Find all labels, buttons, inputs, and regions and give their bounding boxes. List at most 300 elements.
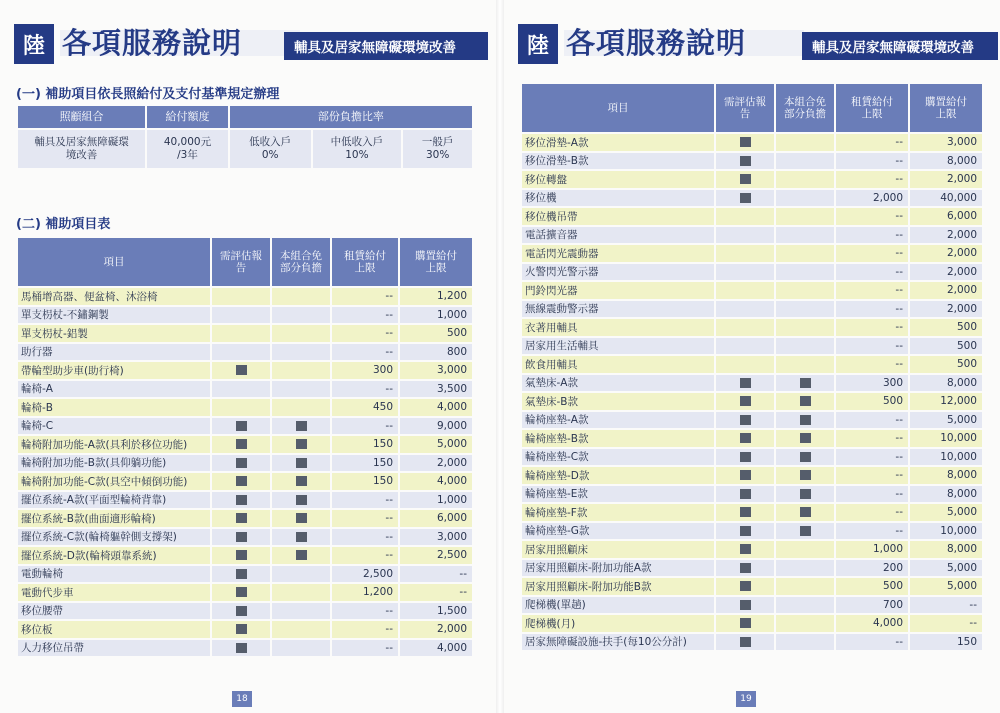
item-name-cell: 移位機 bbox=[522, 190, 714, 207]
check-mark-icon bbox=[236, 624, 247, 634]
subsidy-items-table bbox=[16, 236, 474, 658]
section-heading-basis: (一) 補助項目依長照給付及支付基準規定辦理 bbox=[16, 87, 280, 102]
item-name-cell: 擺位系統-A款(平面型輪椅背靠) bbox=[18, 492, 210, 509]
eval-report-cell bbox=[716, 486, 774, 503]
table-row bbox=[18, 473, 472, 490]
eval-report-cell bbox=[212, 547, 270, 564]
check-mark-icon bbox=[740, 507, 751, 517]
basis-row-amount: 40,000元 /3年 bbox=[147, 130, 228, 168]
check-mark-icon bbox=[800, 396, 811, 406]
check-mark-icon bbox=[236, 550, 247, 560]
eval-report-cell bbox=[716, 615, 774, 632]
exempt-cell bbox=[272, 307, 330, 324]
table-row bbox=[522, 171, 982, 188]
exempt-cell bbox=[272, 455, 330, 472]
exempt-cell bbox=[776, 190, 834, 207]
header-buy-limit: 購置給付上限 bbox=[910, 84, 982, 132]
table-row bbox=[18, 436, 472, 453]
rent-limit-cell: -- bbox=[836, 338, 908, 355]
exempt-cell bbox=[776, 375, 834, 392]
exempt-cell bbox=[272, 473, 330, 490]
item-name-cell: 輪椅附加功能-C款(具空中傾倒功能) bbox=[18, 473, 210, 490]
rent-limit-cell: -- bbox=[332, 325, 398, 342]
table-row bbox=[18, 529, 472, 546]
buy-limit-cell: 2,000 bbox=[910, 171, 982, 188]
eval-report-cell bbox=[212, 307, 270, 324]
eval-report-cell bbox=[716, 301, 774, 318]
basis-header-amount: 給付額度 bbox=[147, 106, 228, 128]
buy-limit-cell: 10,000 bbox=[910, 449, 982, 466]
check-mark-icon bbox=[236, 421, 247, 431]
exempt-cell bbox=[272, 325, 330, 342]
check-mark-icon bbox=[236, 532, 247, 542]
item-name-cell: 移位機吊帶 bbox=[522, 208, 714, 225]
table-row bbox=[18, 344, 472, 361]
table-row bbox=[522, 208, 982, 225]
eval-report-cell bbox=[212, 510, 270, 527]
item-name-cell: 移位板 bbox=[18, 621, 210, 638]
item-name-cell: 氣墊床-A款 bbox=[522, 375, 714, 392]
rent-limit-cell: 450 bbox=[332, 399, 398, 416]
table-row bbox=[522, 245, 982, 262]
rent-limit-cell: -- bbox=[332, 344, 398, 361]
table-row bbox=[522, 319, 982, 336]
eval-report-cell bbox=[212, 640, 270, 657]
table-row bbox=[18, 584, 472, 601]
chapter-badge: 陸 bbox=[14, 24, 54, 64]
check-mark-icon bbox=[800, 378, 811, 388]
eval-report-cell bbox=[716, 319, 774, 336]
exempt-cell bbox=[272, 344, 330, 361]
check-mark-icon bbox=[740, 452, 751, 462]
rent-limit-cell: -- bbox=[332, 307, 398, 324]
buy-limit-cell: 500 bbox=[910, 338, 982, 355]
table-row bbox=[522, 264, 982, 281]
check-mark-icon bbox=[740, 581, 751, 591]
buy-limit-cell: 8,000 bbox=[910, 486, 982, 503]
exempt-cell bbox=[776, 523, 834, 540]
buy-limit-cell: 6,000 bbox=[910, 208, 982, 225]
buy-limit-cell: 8,000 bbox=[910, 153, 982, 170]
page-subtitle: 輔具及居家無障礙環境改善 bbox=[284, 32, 488, 60]
table-row bbox=[522, 134, 982, 151]
page-title: 各項服務說明 bbox=[566, 26, 747, 60]
check-mark-icon bbox=[800, 526, 811, 536]
rent-limit-cell: -- bbox=[836, 356, 908, 373]
exempt-cell bbox=[272, 399, 330, 416]
rent-limit-cell: 2,000 bbox=[836, 190, 908, 207]
page-number: 18 bbox=[232, 691, 252, 707]
exempt-cell bbox=[776, 171, 834, 188]
eval-report-cell bbox=[716, 245, 774, 262]
rent-limit-cell: 1,200 bbox=[332, 584, 398, 601]
table-row bbox=[522, 153, 982, 170]
item-name-cell: 輪椅-C bbox=[18, 418, 210, 435]
item-name-cell: 人力移位吊帶 bbox=[18, 640, 210, 657]
item-name-cell: 擺位系統-B款(曲面適形輪椅) bbox=[18, 510, 210, 527]
rent-limit-cell: -- bbox=[332, 640, 398, 657]
exempt-cell bbox=[776, 412, 834, 429]
rent-limit-cell: -- bbox=[332, 529, 398, 546]
rent-limit-cell: -- bbox=[332, 492, 398, 509]
check-mark-icon bbox=[296, 476, 307, 486]
rent-limit-cell: -- bbox=[332, 547, 398, 564]
exempt-cell bbox=[272, 381, 330, 398]
buy-limit-cell: 1,500 bbox=[400, 603, 472, 620]
buy-limit-cell: 9,000 bbox=[400, 418, 472, 435]
rent-limit-cell: -- bbox=[836, 208, 908, 225]
buy-limit-cell: 4,000 bbox=[400, 473, 472, 490]
check-mark-icon bbox=[236, 569, 247, 579]
eval-report-cell bbox=[716, 190, 774, 207]
check-mark-icon bbox=[740, 174, 751, 184]
rent-limit-cell: -- bbox=[836, 245, 908, 262]
rent-limit-cell: 500 bbox=[836, 578, 908, 595]
rent-limit-cell: -- bbox=[836, 412, 908, 429]
check-mark-icon bbox=[236, 476, 247, 486]
table-row bbox=[522, 523, 982, 540]
check-mark-icon bbox=[800, 452, 811, 462]
eval-report-cell bbox=[212, 492, 270, 509]
check-mark-icon bbox=[236, 365, 247, 375]
exempt-cell bbox=[776, 393, 834, 410]
buy-limit-cell: 2,000 bbox=[400, 455, 472, 472]
item-name-cell: 門鈴閃光器 bbox=[522, 282, 714, 299]
buy-limit-cell: 500 bbox=[910, 356, 982, 373]
table-row bbox=[18, 547, 472, 564]
exempt-cell bbox=[776, 301, 834, 318]
table-row bbox=[522, 504, 982, 521]
basis-group-cell bbox=[403, 130, 472, 168]
exempt-cell bbox=[272, 584, 330, 601]
exempt-cell bbox=[776, 541, 834, 558]
buy-limit-cell: 150 bbox=[910, 634, 982, 651]
rent-limit-cell: 2,500 bbox=[332, 566, 398, 583]
eval-report-cell bbox=[716, 171, 774, 188]
basis-row-label: 輔具及居家無障礙環境改善 bbox=[18, 130, 145, 168]
item-name-cell: 輪椅座墊-E款 bbox=[522, 486, 714, 503]
buy-limit-cell: 500 bbox=[910, 319, 982, 336]
check-mark-icon bbox=[236, 643, 247, 653]
header-rent-limit: 租賃給付上限 bbox=[332, 238, 398, 286]
buy-limit-cell: 6,000 bbox=[400, 510, 472, 527]
exempt-cell bbox=[776, 430, 834, 447]
eval-report-cell bbox=[212, 436, 270, 453]
exempt-cell bbox=[776, 486, 834, 503]
subsidy-items-table bbox=[520, 82, 984, 652]
eval-report-cell bbox=[716, 393, 774, 410]
header-eval-report: 需評估報告 bbox=[716, 84, 774, 132]
buy-limit-cell: 40,000 bbox=[910, 190, 982, 207]
check-mark-icon bbox=[740, 378, 751, 388]
exempt-cell bbox=[776, 208, 834, 225]
header-rent-limit: 租賃給付上限 bbox=[836, 84, 908, 132]
rent-limit-cell: -- bbox=[836, 430, 908, 447]
exempt-cell bbox=[776, 338, 834, 355]
buy-limit-cell: 4,000 bbox=[400, 640, 472, 657]
eval-report-cell bbox=[716, 338, 774, 355]
rent-limit-cell: 300 bbox=[836, 375, 908, 392]
buy-limit-cell: 10,000 bbox=[910, 430, 982, 447]
item-name-cell: 輪椅附加功能-B款(具仰躺功能) bbox=[18, 455, 210, 472]
rent-limit-cell: 150 bbox=[332, 473, 398, 490]
rent-limit-cell: -- bbox=[332, 381, 398, 398]
buy-limit-cell: 1,200 bbox=[400, 288, 472, 305]
item-name-cell: 電話閃光震動器 bbox=[522, 245, 714, 262]
table-row bbox=[18, 603, 472, 620]
buy-limit-cell: 500 bbox=[400, 325, 472, 342]
rent-limit-cell: 150 bbox=[332, 455, 398, 472]
header-buy-limit: 購置給付上限 bbox=[400, 238, 472, 286]
basis-group-rate: 0% bbox=[261, 149, 279, 161]
rent-limit-cell: 200 bbox=[836, 560, 908, 577]
left-page bbox=[0, 0, 496, 713]
item-name-cell: 單支枴杖-不鏽鋼製 bbox=[18, 307, 210, 324]
exempt-cell bbox=[272, 621, 330, 638]
item-name-cell: 輪椅附加功能-A款(具利於移位功能) bbox=[18, 436, 210, 453]
buy-limit-cell: -- bbox=[400, 584, 472, 601]
table-row bbox=[522, 227, 982, 244]
table-row bbox=[522, 560, 982, 577]
check-mark-icon bbox=[296, 532, 307, 542]
table-row bbox=[522, 412, 982, 429]
table-row bbox=[18, 418, 472, 435]
exempt-cell bbox=[776, 634, 834, 651]
check-mark-icon bbox=[800, 470, 811, 480]
buy-limit-cell: 8,000 bbox=[910, 375, 982, 392]
rent-limit-cell: 4,000 bbox=[836, 615, 908, 632]
eval-report-cell bbox=[716, 208, 774, 225]
exempt-cell bbox=[272, 640, 330, 657]
eval-report-cell bbox=[716, 541, 774, 558]
table-row bbox=[522, 338, 982, 355]
item-name-cell: 擺位系統-D款(輪椅頭靠系統) bbox=[18, 547, 210, 564]
table-row bbox=[522, 449, 982, 466]
exempt-cell bbox=[776, 134, 834, 151]
check-mark-icon bbox=[800, 433, 811, 443]
rent-limit-cell: -- bbox=[332, 603, 398, 620]
check-mark-icon bbox=[740, 637, 751, 647]
eval-report-cell bbox=[716, 356, 774, 373]
eval-report-cell bbox=[212, 603, 270, 620]
exempt-cell bbox=[776, 227, 834, 244]
header-exempt: 本組合免部分負擔 bbox=[776, 84, 834, 132]
exempt-cell bbox=[272, 547, 330, 564]
eval-report-cell bbox=[716, 560, 774, 577]
check-mark-icon bbox=[740, 470, 751, 480]
exempt-cell bbox=[272, 529, 330, 546]
eval-report-cell bbox=[716, 634, 774, 651]
right-page bbox=[504, 0, 1000, 713]
table-row bbox=[18, 325, 472, 342]
rent-limit-cell: -- bbox=[836, 301, 908, 318]
buy-limit-cell: 5,000 bbox=[910, 560, 982, 577]
item-name-cell: 助行器 bbox=[18, 344, 210, 361]
check-mark-icon bbox=[296, 458, 307, 468]
exempt-cell bbox=[272, 603, 330, 620]
check-mark-icon bbox=[740, 600, 751, 610]
table-row bbox=[18, 640, 472, 657]
item-name-cell: 帶輪型助步車(助行椅) bbox=[18, 362, 210, 379]
rent-limit-cell: -- bbox=[836, 486, 908, 503]
table-body bbox=[522, 134, 982, 650]
item-name-cell: 電動代步車 bbox=[18, 584, 210, 601]
check-mark-icon bbox=[236, 458, 247, 468]
basis-header-combo: 照顧組合 bbox=[18, 106, 145, 128]
buy-limit-cell: 2,500 bbox=[400, 547, 472, 564]
buy-limit-cell: 5,000 bbox=[910, 578, 982, 595]
rent-limit-cell: 150 bbox=[332, 436, 398, 453]
rent-limit-cell: -- bbox=[836, 227, 908, 244]
buy-limit-cell: 3,000 bbox=[400, 529, 472, 546]
exempt-cell bbox=[776, 560, 834, 577]
eval-report-cell bbox=[212, 566, 270, 583]
exempt-cell bbox=[272, 492, 330, 509]
table-row bbox=[18, 288, 472, 305]
eval-report-cell bbox=[716, 467, 774, 484]
table-body bbox=[18, 288, 472, 656]
basis-group-label: 中低收入戶 bbox=[330, 136, 384, 148]
buy-limit-cell: -- bbox=[400, 566, 472, 583]
buy-limit-cell: 3,000 bbox=[400, 362, 472, 379]
item-name-cell: 馬桶增高器、便盆椅、沐浴椅 bbox=[18, 288, 210, 305]
eval-report-cell bbox=[212, 584, 270, 601]
eval-report-cell bbox=[212, 621, 270, 638]
table-row bbox=[522, 467, 982, 484]
eval-report-cell bbox=[212, 362, 270, 379]
rent-limit-cell: -- bbox=[836, 634, 908, 651]
basis-group-cell bbox=[230, 130, 311, 168]
check-mark-icon bbox=[236, 439, 247, 449]
table-row bbox=[522, 615, 982, 632]
page-number: 19 bbox=[736, 691, 756, 707]
eval-report-cell bbox=[212, 344, 270, 361]
buy-limit-cell: -- bbox=[910, 615, 982, 632]
rent-limit-cell: -- bbox=[836, 134, 908, 151]
exempt-cell bbox=[776, 319, 834, 336]
item-name-cell: 擺位系統-C款(輪椅軀幹側支撐架) bbox=[18, 529, 210, 546]
header-eval-report: 需評估報告 bbox=[212, 238, 270, 286]
eval-report-cell bbox=[212, 455, 270, 472]
item-name-cell: 輪椅座墊-F款 bbox=[522, 504, 714, 521]
rent-limit-cell: -- bbox=[836, 449, 908, 466]
buy-limit-cell: -- bbox=[910, 597, 982, 614]
item-name-cell: 居家用生活輔具 bbox=[522, 338, 714, 355]
buy-limit-cell: 5,000 bbox=[910, 504, 982, 521]
check-mark-icon bbox=[236, 513, 247, 523]
exempt-cell bbox=[776, 449, 834, 466]
buy-limit-cell: 1,000 bbox=[400, 307, 472, 324]
rent-limit-cell: 1,000 bbox=[836, 541, 908, 558]
rent-limit-cell: -- bbox=[836, 264, 908, 281]
item-name-cell: 單支枴杖-鋁製 bbox=[18, 325, 210, 342]
table-row bbox=[522, 541, 982, 558]
section-heading-items: (二) 補助項目表 bbox=[16, 217, 111, 232]
rent-limit-cell: -- bbox=[836, 171, 908, 188]
check-mark-icon bbox=[740, 618, 751, 628]
eval-report-cell bbox=[716, 375, 774, 392]
item-name-cell: 居家用照顧床 bbox=[522, 541, 714, 558]
item-name-cell: 輪椅座墊-A款 bbox=[522, 412, 714, 429]
item-name-cell: 爬梯機(月) bbox=[522, 615, 714, 632]
exempt-cell bbox=[272, 418, 330, 435]
check-mark-icon bbox=[296, 550, 307, 560]
item-name-cell: 移位轉盤 bbox=[522, 171, 714, 188]
table-row bbox=[18, 399, 472, 416]
rent-limit-cell: 300 bbox=[332, 362, 398, 379]
exempt-cell bbox=[776, 504, 834, 521]
check-mark-icon bbox=[296, 439, 307, 449]
eval-report-cell bbox=[212, 529, 270, 546]
item-name-cell: 移位滑墊-A款 bbox=[522, 134, 714, 151]
eval-report-cell bbox=[212, 473, 270, 490]
eval-report-cell bbox=[716, 282, 774, 299]
eval-report-cell bbox=[716, 504, 774, 521]
rent-limit-cell: 500 bbox=[836, 393, 908, 410]
item-name-cell: 飲食用輔具 bbox=[522, 356, 714, 373]
table-row bbox=[522, 634, 982, 651]
check-mark-icon bbox=[740, 415, 751, 425]
header-exempt: 本組合免部分負擔 bbox=[272, 238, 330, 286]
item-name-cell: 移位滑墊-B款 bbox=[522, 153, 714, 170]
eval-report-cell bbox=[716, 264, 774, 281]
table-row bbox=[522, 597, 982, 614]
rent-limit-cell: 700 bbox=[836, 597, 908, 614]
buy-limit-cell: 800 bbox=[400, 344, 472, 361]
table-row bbox=[522, 393, 982, 410]
item-name-cell: 輪椅座墊-D款 bbox=[522, 467, 714, 484]
eval-report-cell bbox=[716, 597, 774, 614]
page-title: 各項服務說明 bbox=[62, 26, 243, 60]
check-mark-icon bbox=[236, 606, 247, 616]
basis-group-label: 低收入戶 bbox=[249, 136, 292, 148]
basis-header-ratio: 部份負擔比率 bbox=[230, 106, 472, 128]
buy-limit-cell: 3,500 bbox=[400, 381, 472, 398]
exempt-cell bbox=[272, 362, 330, 379]
rent-limit-cell: -- bbox=[836, 319, 908, 336]
exempt-cell bbox=[272, 510, 330, 527]
buy-limit-cell: 2,000 bbox=[910, 264, 982, 281]
buy-limit-cell: 8,000 bbox=[910, 541, 982, 558]
table-row bbox=[18, 455, 472, 472]
exempt-cell bbox=[776, 356, 834, 373]
exempt-cell bbox=[776, 467, 834, 484]
check-mark-icon bbox=[800, 415, 811, 425]
table-row bbox=[18, 621, 472, 638]
exempt-cell bbox=[776, 245, 834, 262]
table-row bbox=[18, 381, 472, 398]
item-name-cell: 爬梯機(單趟) bbox=[522, 597, 714, 614]
page-header bbox=[14, 22, 492, 66]
check-mark-icon bbox=[800, 489, 811, 499]
eval-report-cell bbox=[716, 412, 774, 429]
item-name-cell: 衣著用輔具 bbox=[522, 319, 714, 336]
eval-report-cell bbox=[716, 578, 774, 595]
buy-limit-cell: 2,000 bbox=[910, 301, 982, 318]
eval-report-cell bbox=[716, 153, 774, 170]
chapter-badge: 陸 bbox=[518, 24, 558, 64]
item-name-cell: 輪椅-B bbox=[18, 399, 210, 416]
check-mark-icon bbox=[740, 563, 751, 573]
exempt-cell bbox=[272, 566, 330, 583]
exempt-cell bbox=[776, 153, 834, 170]
item-name-cell: 電話擴音器 bbox=[522, 227, 714, 244]
table-row bbox=[522, 356, 982, 373]
table-row bbox=[522, 301, 982, 318]
buy-limit-cell: 5,000 bbox=[910, 412, 982, 429]
check-mark-icon bbox=[740, 526, 751, 536]
table-row bbox=[18, 492, 472, 509]
